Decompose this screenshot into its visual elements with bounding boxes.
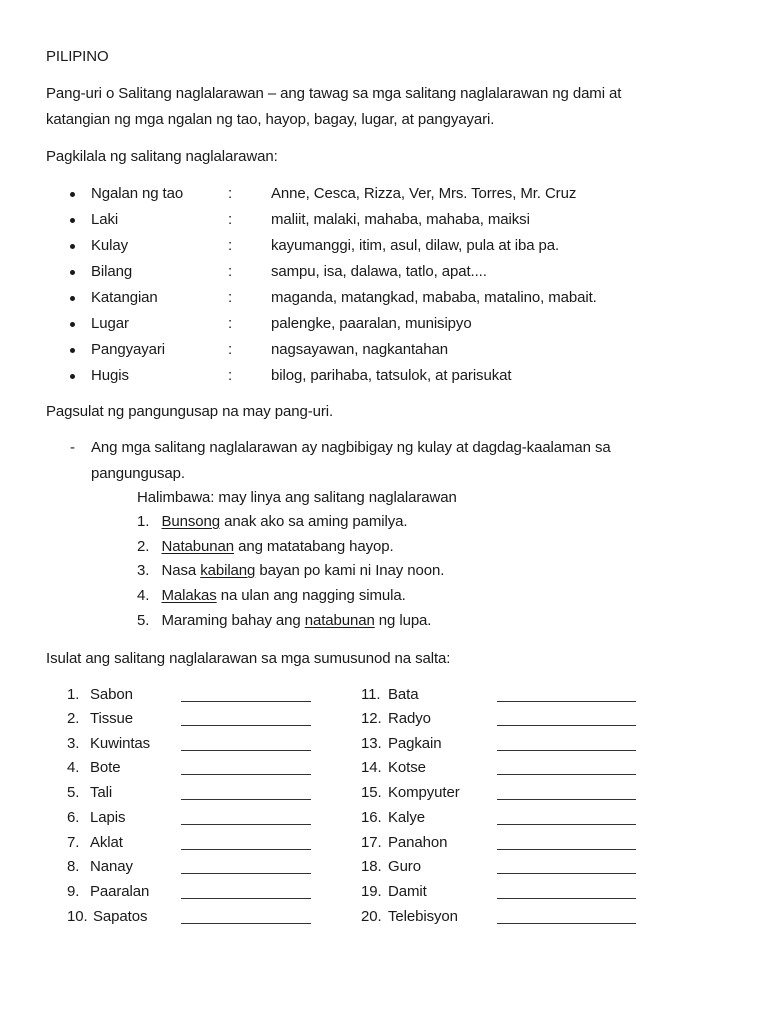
item-word: Sapatos bbox=[93, 908, 148, 925]
underlined-adjective: Malakas bbox=[161, 587, 217, 604]
item-number: 12. bbox=[361, 710, 382, 727]
bullet-icon bbox=[70, 270, 75, 275]
item-word: Guro bbox=[388, 858, 421, 875]
item-value: maganda, matangkad, mababa, matalino, mabait. bbox=[271, 289, 597, 306]
answer-blank[interactable] bbox=[181, 823, 311, 825]
item-word: Bote bbox=[90, 759, 121, 776]
item-number: 11. bbox=[361, 686, 381, 703]
item-number: 5. bbox=[67, 784, 80, 801]
example-item bbox=[137, 538, 394, 556]
example-number: 1. bbox=[137, 513, 150, 530]
item-separator: : bbox=[228, 237, 233, 254]
item-separator: : bbox=[228, 289, 233, 306]
item-number: 13. bbox=[361, 735, 382, 752]
item-word: Aklat bbox=[90, 834, 123, 851]
example-post: anak ako sa aming pamilya. bbox=[220, 513, 408, 530]
answer-blank[interactable] bbox=[181, 872, 311, 874]
answer-blank[interactable] bbox=[497, 798, 636, 800]
example-number: 2. bbox=[137, 538, 150, 555]
item-label: Ngalan ng tao bbox=[91, 185, 184, 202]
item-label: Pangyayari bbox=[91, 341, 166, 358]
pagkilala-heading: Pagkilala ng salitang naglalarawan: bbox=[46, 148, 278, 165]
answer-blank[interactable] bbox=[497, 773, 636, 775]
item-label: Bilang bbox=[91, 263, 133, 280]
answer-blank[interactable] bbox=[181, 749, 311, 751]
item-number: 14. bbox=[361, 759, 382, 776]
item-number: 10. bbox=[67, 908, 88, 925]
example-item bbox=[137, 587, 406, 605]
item-separator: : bbox=[228, 185, 233, 202]
item-value: Anne, Cesca, Rizza, Ver, Mrs. Torres, Mr. Cruz bbox=[271, 185, 577, 202]
answer-blank[interactable] bbox=[181, 922, 311, 924]
example-number: 5. bbox=[137, 612, 150, 629]
example-item bbox=[137, 562, 444, 580]
bullet-icon bbox=[70, 296, 75, 301]
item-word: Lapis bbox=[90, 809, 126, 826]
halimbawa-label: Halimbawa: may linya ang salitang naglalarawan bbox=[137, 489, 457, 506]
answer-blank[interactable] bbox=[181, 700, 311, 702]
answer-blank[interactable] bbox=[181, 897, 311, 899]
item-word: Nanay bbox=[90, 858, 133, 875]
item-label: Kulay bbox=[91, 237, 129, 254]
bullet-icon bbox=[70, 348, 75, 353]
item-value: sampu, isa, dalawa, tatlo, apat.... bbox=[271, 263, 487, 280]
item-number: 20. bbox=[361, 908, 382, 925]
item-word: Damit bbox=[388, 883, 427, 900]
item-word: Kompyuter bbox=[388, 784, 460, 801]
item-label: Lugar bbox=[91, 315, 129, 332]
bullet-icon bbox=[70, 244, 75, 249]
intro-line-1: Pang-uri o Salitang naglalarawan – ang tawag sa mga salitang naglalarawan ng dami at bbox=[46, 85, 622, 102]
item-value: maliit, malaki, mahaba, mahaba, maiksi bbox=[271, 211, 530, 228]
item-number: 2. bbox=[67, 710, 80, 727]
bullet-icon bbox=[70, 374, 75, 379]
item-value: kayumanggi, itim, asul, dilaw, pula at iba pa. bbox=[271, 237, 560, 254]
answer-blank[interactable] bbox=[497, 749, 636, 751]
item-number: 7. bbox=[67, 834, 80, 851]
underlined-adjective: kabilang bbox=[200, 562, 256, 579]
page-title: PILIPINO bbox=[46, 48, 109, 65]
bullet-icon bbox=[70, 192, 75, 197]
item-word: Telebisyon bbox=[388, 908, 458, 925]
pagsulat-heading: Pagsulat ng pangungusap na may pang-uri. bbox=[46, 403, 334, 420]
item-word: Pagkain bbox=[388, 735, 442, 752]
bullet-icon bbox=[70, 218, 75, 223]
underlined-adjective: Natabunan bbox=[161, 538, 235, 555]
item-word: Radyo bbox=[388, 710, 431, 727]
example-item bbox=[137, 513, 407, 531]
answer-blank[interactable] bbox=[497, 724, 636, 726]
item-word: Panahon bbox=[388, 834, 448, 851]
underlined-adjective: natabunan bbox=[304, 612, 375, 629]
answer-blank[interactable] bbox=[181, 848, 311, 850]
answer-blank[interactable] bbox=[497, 823, 636, 825]
item-separator: : bbox=[228, 341, 233, 358]
item-number: 4. bbox=[67, 759, 80, 776]
item-number: 15. bbox=[361, 784, 382, 801]
example-post: ang matatabang hayop. bbox=[234, 538, 394, 555]
item-number: 8. bbox=[67, 858, 80, 875]
item-separator: : bbox=[228, 263, 233, 280]
item-word: Kotse bbox=[388, 759, 426, 776]
item-separator: : bbox=[228, 315, 233, 332]
underlined-adjective: Bunsong bbox=[161, 513, 221, 530]
item-label: Laki bbox=[91, 211, 119, 228]
answer-blank[interactable] bbox=[497, 922, 636, 924]
item-word: Paaralan bbox=[90, 883, 150, 900]
item-number: 1. bbox=[67, 686, 80, 703]
bullet-icon bbox=[70, 322, 75, 327]
intro-line-2: katangian ng mga ngalan ng tao, hayop, bagay, lugar, at pangyayari. bbox=[46, 111, 495, 128]
item-number: 19. bbox=[361, 883, 382, 900]
example-post: bayan po kami ni Inay noon. bbox=[255, 562, 445, 579]
answer-blank[interactable] bbox=[181, 798, 311, 800]
pagsulat-desc-line-2: pangungusap. bbox=[91, 465, 185, 482]
dash-marker: - bbox=[70, 439, 75, 456]
item-number: 3. bbox=[67, 735, 80, 752]
item-number: 17. bbox=[361, 834, 382, 851]
item-word: Kalye bbox=[388, 809, 426, 826]
item-word: Kuwintas bbox=[90, 735, 151, 752]
item-word: Sabon bbox=[90, 686, 133, 703]
exercise-heading: Isulat ang salitang naglalarawan sa mga sumusunod na salta: bbox=[46, 650, 451, 667]
answer-blank[interactable] bbox=[181, 724, 311, 726]
example-pre: Nasa bbox=[161, 562, 201, 579]
answer-blank[interactable] bbox=[497, 897, 636, 899]
example-post: na ulan ang nagging simula. bbox=[216, 587, 406, 604]
item-number: 16. bbox=[361, 809, 382, 826]
example-number: 4. bbox=[137, 587, 150, 604]
item-word: Tali bbox=[90, 784, 113, 801]
pagsulat-desc-line-1: Ang mga salitang naglalarawan ay nagbibigay ng kulay at dagdag-kaalaman sa bbox=[91, 439, 611, 456]
item-number: 18. bbox=[361, 858, 382, 875]
example-number: 3. bbox=[137, 562, 150, 579]
answer-blank[interactable] bbox=[497, 700, 636, 702]
item-value: nagsayawan, nagkantahan bbox=[271, 341, 449, 358]
item-label: Katangian bbox=[91, 289, 158, 306]
item-word: Bata bbox=[388, 686, 419, 703]
item-number: 6. bbox=[67, 809, 80, 826]
item-number: 9. bbox=[67, 883, 80, 900]
example-pre: Maraming bahay ang bbox=[161, 612, 305, 629]
answer-blank[interactable] bbox=[497, 848, 636, 850]
item-separator: : bbox=[228, 367, 233, 384]
answer-blank[interactable] bbox=[181, 773, 311, 775]
answer-blank[interactable] bbox=[497, 872, 636, 874]
item-value: bilog, parihaba, tatsulok, at parisukat bbox=[271, 367, 512, 384]
item-word: Tissue bbox=[90, 710, 134, 727]
item-label: Hugis bbox=[91, 367, 129, 384]
example-item bbox=[137, 612, 431, 630]
item-value: palengke, paaralan, munisipyo bbox=[271, 315, 472, 332]
item-separator: : bbox=[228, 211, 233, 228]
example-post: ng lupa. bbox=[374, 612, 432, 629]
